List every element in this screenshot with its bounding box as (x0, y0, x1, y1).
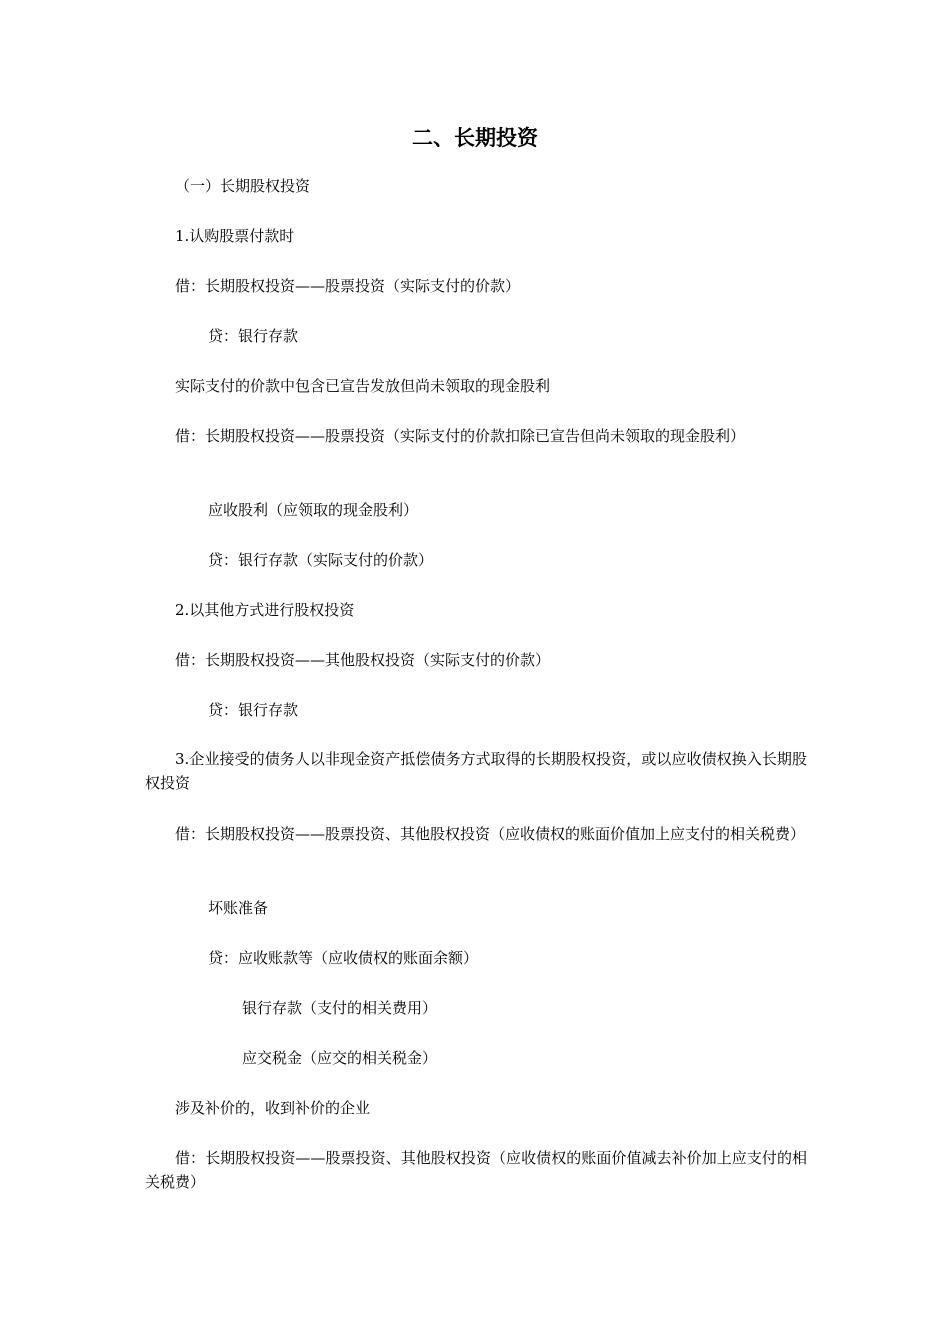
journal-debit-line: 坏账准备 (208, 899, 269, 917)
journal-debit-line: 借：长期股权投资——其他股权投资（实际支付的价款） (175, 651, 551, 669)
journal-debit-line: 借：长期股权投资——股票投资（实际支付的价款扣除已宣告但尚未领取的现金股利） (175, 427, 746, 445)
section-heading: （一）长期股权投资 (175, 177, 311, 195)
item-heading: 2.以其他方式进行股权投资 (175, 601, 355, 619)
body-paragraph: 实际支付的价款中包含已宣告发放但尚未领取的现金股利 (175, 377, 551, 395)
journal-debit-line: 借：长期股权投资——股票投资、其他股权投资（应收债权的账面价值加上应支付的相关税费） (175, 825, 806, 843)
journal-credit-line: 贷：银行存款 (208, 327, 299, 345)
journal-credit-line: 贷：应收账款等（应收债权的账面余额） (208, 949, 479, 967)
item-heading: 1.认购股票付款时 (175, 227, 295, 245)
item-heading: 3.企业接受的债务人以非现金资产抵偿债务方式取得的长期股权投资，或以应收债权换入长期股权投资 (145, 750, 807, 792)
journal-credit-line: 贷：银行存款（实际支付的价款） (208, 551, 434, 569)
journal-debit-line: 借：长期股权投资——股票投资（实际支付的价款） (175, 277, 521, 295)
journal-credit-line: 贷：银行存款 (208, 701, 299, 719)
journal-credit-line: 应交税金（应交的相关税金） (242, 1049, 438, 1067)
document-title: 二、长期投资 (412, 125, 538, 150)
body-paragraph: 涉及补价的，收到补价的企业 (175, 1099, 371, 1117)
journal-debit-line: 借：长期股权投资——股票投资、其他股权投资（应收债权的账面价值减去补价加上应支付的相关税费） (145, 1149, 807, 1191)
journal-debit-line: 应收股利（应领取的现金股利） (208, 501, 419, 519)
journal-credit-line: 银行存款（支付的相关费用） (242, 999, 438, 1017)
